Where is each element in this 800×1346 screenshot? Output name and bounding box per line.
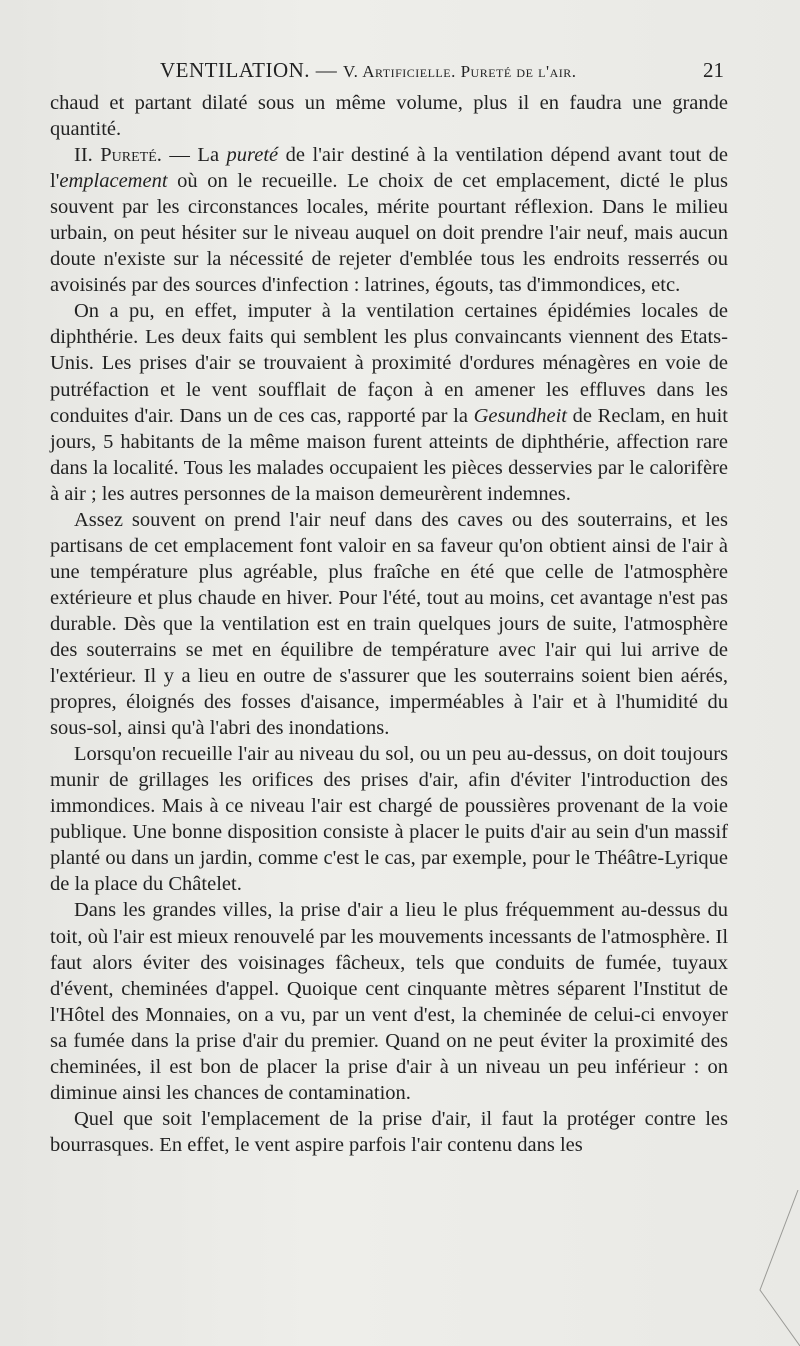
- running-title-section: V. Artificielle. Pureté de l'air.: [343, 62, 577, 81]
- paragraph-text-run: Pureté.: [100, 144, 162, 167]
- running-title-dash: —: [310, 58, 344, 82]
- paragraph-text-run: — La: [161, 144, 227, 167]
- paragraph-p1: [50, 90, 728, 142]
- paragraph-text-run: On a pu, en effet, imputer à la ventilation certaines épidémies locales de diphthérie. Les deux faits qui semblent les plus convaincants viennent des Etats-Unis. Les prises d'air se trouvaient à proximité d'ordures ménagères en voie de putréfaction et le vent soufflait de façon à en amener les effluves dans les conduites d'air. Dans un de ces cas, rapporté par la: [50, 300, 728, 427]
- paragraph-text-run: chaud et partant dilaté sous un même volume, plus il en faudra une grande quantité.: [50, 92, 728, 141]
- paragraph-text-run: Dans les grandes villes, la prise d'air a lieu le plus fréquemment au-dessus du toit, où l'air est mieux renouvelé par les mouvements incessants de l'atmosphère. Il faut alors éviter des voisinages fâcheux, tels que conduits de fumée, tuyaux d'évent, cheminées d'appel. Quoique cent cinquante mètres séparent l'Institut de l'Hôtel des Monnaies, on a vu, par un vent d'est, la cheminée de celui-ci envoyer sa fumée dans la prise d'air du premier. Quand on ne peut éviter la proximité des cheminées, il est bon de placer la prise d'air à un niveau un peu inférieur : on diminue ainsi les chances de contamination.: [50, 899, 729, 1104]
- paragraph-text-run: Assez souvent on prend l'air neuf dans des caves ou des souterrains, et les partisans de cet emplacement font valoir en sa faveur qu'on obtient ainsi de l'air à une température plus agréable, plus fraîche en été que celle de l'atmosphère extérieure et plus chaude en hiver. Pour l'été, tout au moins, cet avantage n'est pas durable. Dès que la ventilation est en train quelques jours de suite, l'atmosphère des souterrains se met en équilibre de température avec l'air qui lui arrive de l'extérieur. Il y a lieu en outre de s'assurer que les souterrains soient bien aérés, propres, éloignés des fosses d'aisance, imperméables à l'air et à l'humidité du sous-sol, ainsi qu'à l'abri des inondations.: [50, 508, 728, 740]
- paragraph-p7: [50, 1106, 728, 1158]
- paragraph-text-run: pureté: [226, 144, 279, 167]
- paragraph-p2: [50, 142, 728, 298]
- running-title-main: VENTILATION.: [160, 58, 311, 82]
- paragraph-p4: [50, 507, 728, 741]
- page-fold-mark: [740, 1190, 800, 1346]
- paragraph-text-run: II.: [74, 144, 101, 167]
- paragraph-text-run: de l'air destiné à la ventilation dépend avant tout de l': [50, 144, 728, 193]
- paragraph-text-run: Lorsqu'on recueille l'air au niveau du sol, ou un peu au-dessus, on doit toujours munir de grillages les orifices des prises d'air, afin d'éviter l'introduction des immondices. Mais à ce niveau l'air est chargé de poussières provenant de la voie publique. Une bonne disposition consiste à placer le puits d'air au sein d'un massif planté ou dans un jardin, comme c'est le cas, par exemple, pour le Théâtre-Lyrique de la place du Châtelet.: [50, 743, 728, 896]
- running-header: [50, 58, 728, 86]
- paragraph-text-run: Quel que soit l'emplacement de la prise d'air, il faut la protéger contre les bourrasques. En effet, le vent aspire parfois l'air contenu dans les: [50, 1107, 728, 1156]
- paragraph-text-run: emplacement: [59, 170, 168, 193]
- paragraph-p6: [50, 897, 728, 1105]
- running-title: [160, 58, 577, 83]
- body-text: [50, 90, 728, 1158]
- paragraph-text-run: Gesundheit: [473, 404, 567, 427]
- paragraph-text-run: où on le recueille. Le choix de cet emplacement, dicté le plus souvent par les circonstances locales, mérite pourtant réflexion. Dans le milieu urbain, on peut hésiter sur le niveau auquel on doit prendre l'air neuf, mais aucun doute n'existe sur la nécessité de rejeter d'emblée tous les endroits resserrés ou avoisinés par des sources d'infection : latrines, égouts, tas d'immondices, etc.: [50, 170, 728, 297]
- paragraph-text-run: de Reclam, en huit jours, 5 habitants de la même maison furent atteints de diphthérie, affection rare dans la localité. Tous les malades occupaient les pièces desservies par le calorifère à air ; les autres personnes de la maison demeurèrent indemnes.: [50, 404, 728, 505]
- page-number: 21: [703, 58, 724, 82]
- paragraph-p5: [50, 741, 728, 897]
- paragraph-p3: [50, 298, 728, 506]
